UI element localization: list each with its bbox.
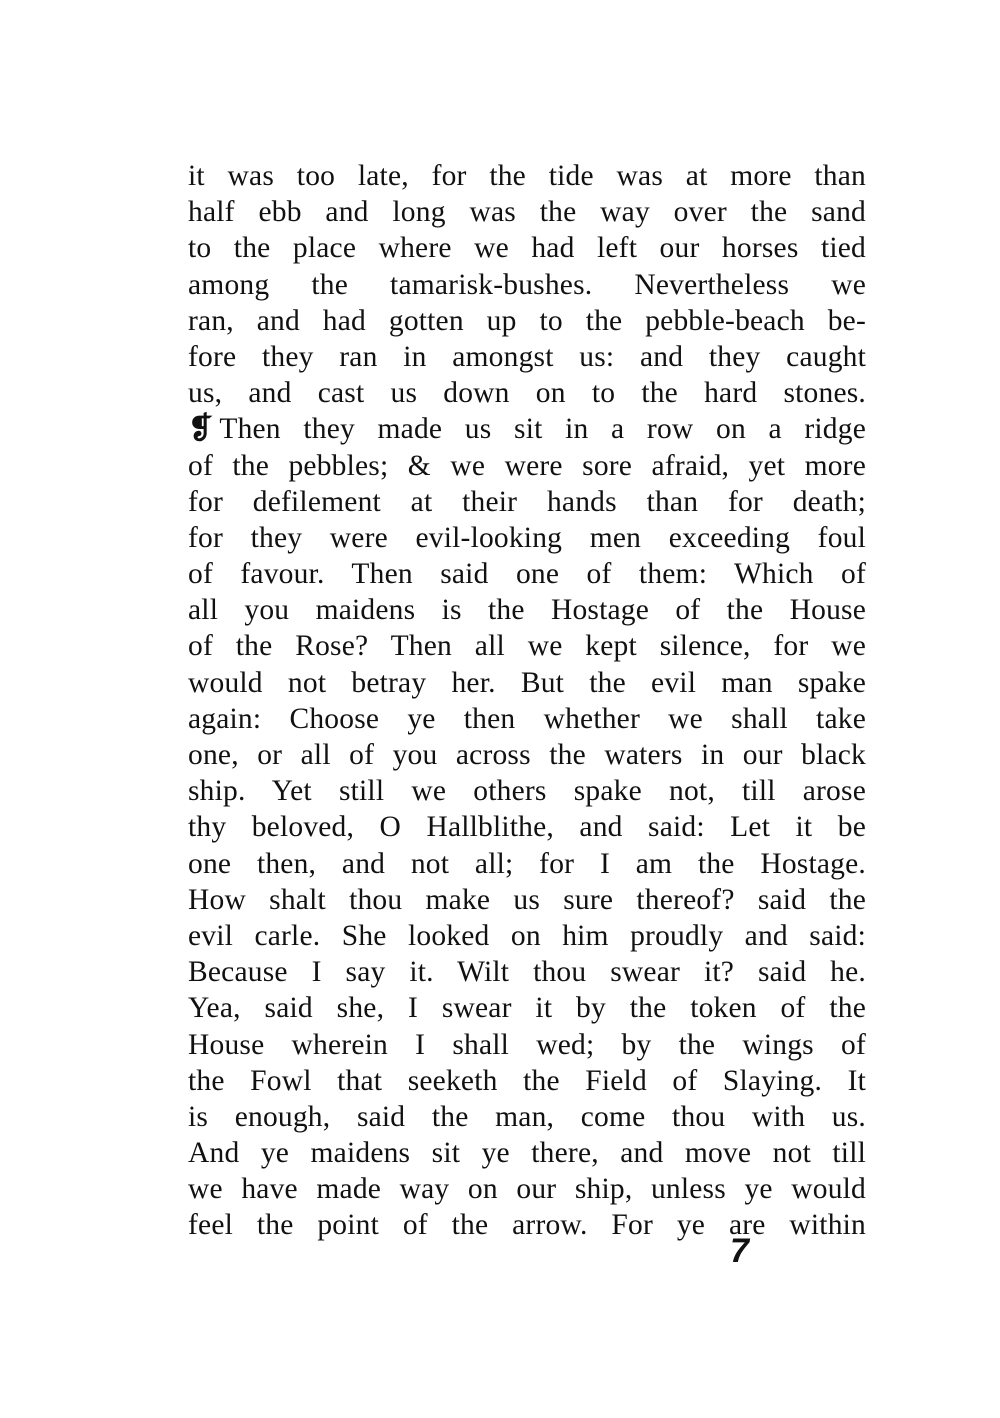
page-number: 7: [730, 1232, 749, 1270]
text-line-28: And ye maidens sit ye there, and move not till: [188, 1137, 866, 1170]
paragraph-mark-icon: ❡: [188, 411, 214, 447]
text-line-10: for defilement at their hands than for death;: [188, 485, 866, 518]
text-line-8-content: Then they made us sit in a row on a ridge: [219, 413, 866, 446]
text-line-24: Yea, said she, I swear it by the token of the: [188, 992, 866, 1025]
text-line-30: feel the point of the arrow. For ye are within: [188, 1209, 866, 1242]
text-line-9: of the pebbles; & we were sore afraid, yet more: [188, 449, 866, 482]
text-line-29: we have made way on our ship, unless ye would: [188, 1173, 866, 1206]
text-line-23: Because I say it. Wilt thou swear it? said he.: [188, 956, 866, 989]
text-line-26: the Fowl that seeketh the Field of Slaying. It: [188, 1064, 866, 1097]
text-line-18: ship. Yet still we others spake not, till arose: [188, 775, 866, 808]
text-line-27: is enough, said the man, come thou with us.: [188, 1100, 866, 1133]
text-line-14: of the Rose? Then all we kept silence, for we: [188, 630, 866, 663]
text-line-8: [188, 411, 866, 447]
text-line-12: of favour. Then said one of them: Which of: [188, 558, 866, 591]
text-line-7: us, and cast us down on to the hard stones.: [188, 377, 866, 410]
text-line-21: How shalt thou make us sure thereof? said the: [188, 883, 866, 916]
text-line-16: again: Choose ye then whether we shall take: [188, 702, 866, 735]
text-line-22: evil carle. She looked on him proudly and said:: [188, 919, 866, 952]
text-line-15: would not betray her. But the evil man spake: [188, 666, 866, 699]
text-line-5: ran, and had gotten up to the pebble-beach be-: [188, 304, 866, 337]
text-line-17: one, or all of you across the waters in our black: [188, 739, 866, 771]
text-line-3: to the place where we had left our horses tied: [188, 232, 866, 265]
text-line-19: thy beloved, O Hallblithe, and said: Let it be: [188, 811, 866, 844]
text-line-25: House wherein I shall wed; by the wings of: [188, 1028, 866, 1061]
text-line-2: half ebb and long was the way over the sand: [188, 196, 866, 229]
text-line-20: one then, and not all; for I am the Hostage.: [188, 847, 866, 880]
text-line-1: it was too late, for the tide was at more than: [188, 160, 866, 192]
text-line-13: all you maidens is the Hostage of the House: [188, 594, 866, 627]
body-text: [188, 158, 866, 1244]
text-line-11: for they were evil-looking men exceeding foul: [188, 521, 866, 554]
text-line-4: among the tamarisk-bushes. Nevertheless we: [188, 268, 866, 301]
text-line-6: fore they ran in amongst us: and they caught: [188, 340, 866, 373]
